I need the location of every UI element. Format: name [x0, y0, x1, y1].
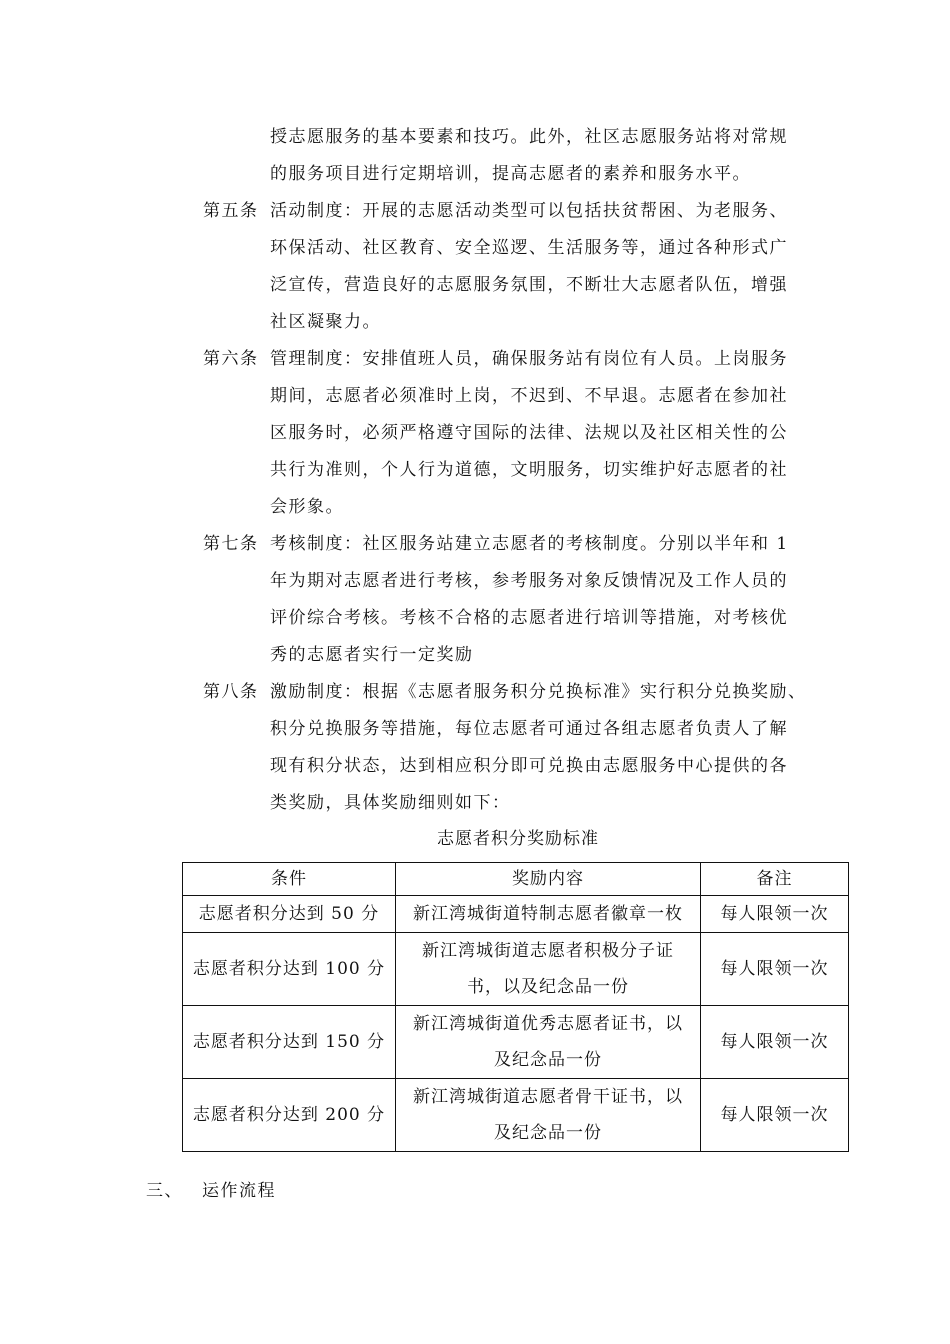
table-header-row [183, 863, 849, 896]
article-5-line-4: 社区凝聚力。 [270, 312, 381, 332]
section-title: 运作流程 [202, 1181, 276, 1201]
article-8-line-2: 积分兑换服务等措施，每位志愿者可通过各组志愿者负责人了解 [270, 719, 788, 739]
cell-reward-line: 新江湾城街道志愿者骨干证书，以 [413, 1087, 683, 1107]
cell-reward [396, 1006, 701, 1079]
section-number: 三、 [146, 1181, 183, 1201]
article-5-line-1: 活动制度：开展的志愿活动类型可以包括扶贫帮困、为老服务、 [270, 201, 788, 221]
intro-line-2: 的服务项目进行定期培训，提高志愿者的素养和服务水平。 [270, 164, 751, 184]
article-6-line-1: 管理制度：安排值班人员，确保服务站有岗位有人员。上岗服务 [270, 349, 788, 369]
reward-standard-table [182, 862, 849, 1152]
cell-note: 每人限领一次 [701, 933, 849, 1006]
cell-condition: 志愿者积分达到 100 分 [183, 933, 396, 1006]
article-7-line-2: 年为期对志愿者进行考核，参考服务对象反馈情况及工作人员的 [270, 571, 788, 591]
article-8-line-4: 类奖励，具体奖励细则如下： [270, 793, 511, 813]
article-7-label: 第七条 [203, 534, 259, 554]
article-8-line-3: 现有积分状态，达到相应积分即可兑换由志愿服务中心提供的各 [270, 756, 788, 776]
article-8-line-1: 激励制度：根据《志愿者服务积分兑换标准》实行积分兑换奖励、 [270, 682, 807, 702]
header-reward: 奖励内容 [396, 863, 701, 896]
table-row [183, 1006, 849, 1079]
article-6-line-3: 区服务时，必须严格遵守国际的法律、法规以及社区相关性的公 [270, 423, 788, 443]
article-5-line-2: 环保活动、社区教育、安全巡逻、生活服务等，通过各种形式广 [270, 238, 788, 258]
cell-reward-line: 及纪念品一份 [494, 1050, 602, 1070]
article-7-line-4: 秀的志愿者实行一定奖励 [270, 645, 474, 665]
article-5-label: 第五条 [203, 201, 259, 221]
cell-reward-line: 新江湾城街道志愿者积极分子证 [422, 941, 674, 961]
header-condition: 条件 [183, 863, 396, 896]
cell-note: 每人限领一次 [701, 896, 849, 933]
intro-line-1: 授志愿服务的基本要素和技巧。此外，社区志愿服务站将对常规 [270, 127, 788, 147]
article-6-label: 第六条 [203, 349, 259, 369]
cell-condition: 志愿者积分达到 150 分 [183, 1006, 396, 1079]
table-row [183, 933, 849, 1006]
article-6-line-5: 会形象。 [270, 497, 344, 517]
cell-reward [396, 896, 701, 933]
article-7-line-1: 考核制度：社区服务站建立志愿者的考核制度。分别以半年和 1 [270, 534, 789, 554]
cell-note: 每人限领一次 [701, 1079, 849, 1152]
table-title: 志愿者积分奖励标准 [437, 829, 599, 849]
table-row [183, 1079, 849, 1152]
article-5-line-3: 泛宣传，营造良好的志愿服务氛围，不断壮大志愿者队伍，增强 [270, 275, 788, 295]
article-7-line-3: 评价综合考核。考核不合格的志愿者进行培训等措施，对考核优 [270, 608, 788, 628]
table-row [183, 896, 849, 933]
cell-reward-line: 新江湾城街道特制志愿者徽章一枚 [413, 904, 683, 924]
cell-reward-line: 新江湾城街道优秀志愿者证书，以 [413, 1014, 683, 1034]
cell-condition: 志愿者积分达到 50 分 [183, 896, 396, 933]
cell-reward-line: 及纪念品一份 [494, 1123, 602, 1143]
cell-reward [396, 933, 701, 1006]
cell-condition: 志愿者积分达到 200 分 [183, 1079, 396, 1152]
cell-reward-line: 书，以及纪念品一份 [467, 977, 629, 997]
article-6-line-2: 期间，志愿者必须准时上岗，不迟到、不早退。志愿者在参加社 [270, 386, 788, 406]
article-6-line-4: 共行为准则，个人行为道德，文明服务，切实维护好志愿者的社 [270, 460, 788, 480]
cell-note: 每人限领一次 [701, 1006, 849, 1079]
article-8-label: 第八条 [203, 682, 259, 702]
header-note: 备注 [701, 863, 849, 896]
cell-reward [396, 1079, 701, 1152]
section-heading [146, 1178, 276, 1205]
